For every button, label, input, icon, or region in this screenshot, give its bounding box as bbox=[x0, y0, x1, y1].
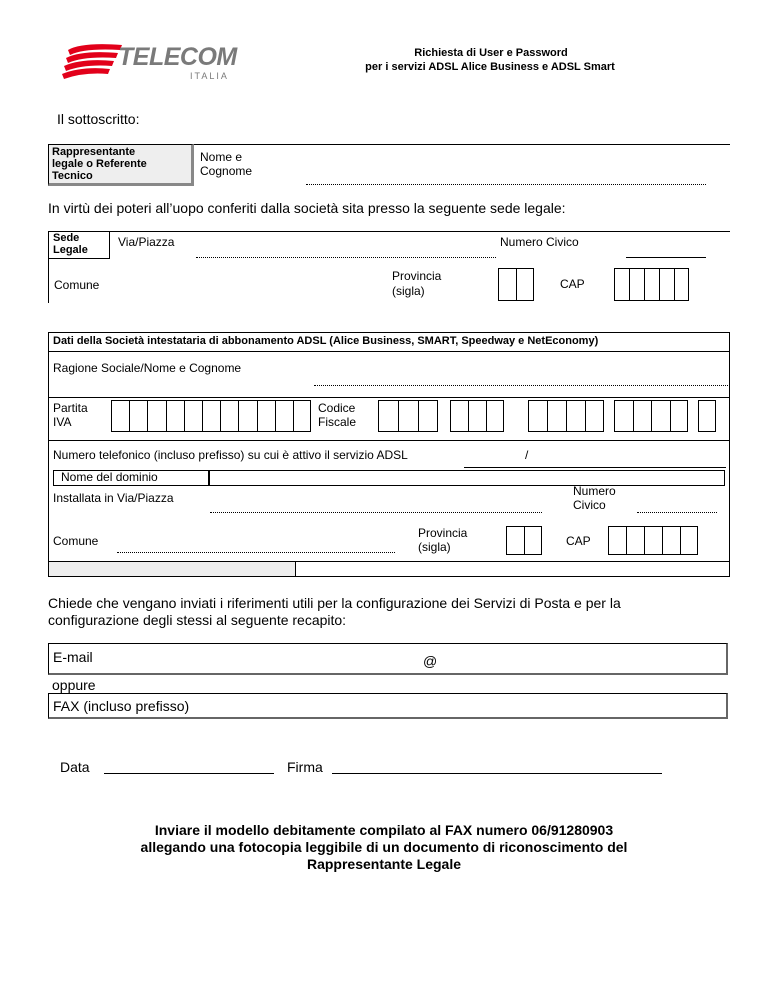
telecom-logo bbox=[62, 40, 237, 86]
piva-label-line2: IVA bbox=[53, 415, 72, 429]
rep-label-line3: Tecnico bbox=[52, 170, 93, 182]
rep-label-line1: Rappresentante bbox=[52, 146, 136, 158]
install-provincia-cells[interactable] bbox=[506, 526, 542, 555]
piva-label-line1: Partita bbox=[53, 401, 88, 415]
sede-civico-label: Numero Civico bbox=[500, 235, 579, 249]
piva-divider bbox=[48, 440, 730, 441]
rep-name-label-line1: Nome e bbox=[200, 150, 243, 164]
or-label: oppure bbox=[52, 677, 96, 693]
sede-cap-label: CAP bbox=[560, 277, 585, 291]
sede-civico-field[interactable] bbox=[626, 257, 706, 258]
install-cap-label: CAP bbox=[566, 534, 591, 548]
cf-cells-date[interactable] bbox=[528, 400, 604, 432]
email-field[interactable] bbox=[48, 643, 728, 675]
doc-title-line1: Richiesta di User e Password bbox=[414, 47, 568, 59]
email-label: E-mail bbox=[53, 649, 93, 665]
cf-label-line2: Fiscale bbox=[318, 415, 357, 429]
fax-field[interactable] bbox=[48, 693, 728, 719]
ragione-label: Ragione Sociale/Nome e Cognome bbox=[53, 361, 242, 375]
install-civico-line1: Numero bbox=[573, 484, 616, 498]
request-text-line2: configurazione degli stessi al seguente recapito: bbox=[48, 612, 347, 628]
ragione-divider bbox=[48, 397, 730, 398]
sede-via-field[interactable] bbox=[196, 257, 496, 258]
install-comune-field[interactable] bbox=[117, 552, 395, 553]
footer-line2: allegando una fotocopia leggibile di un documento di riconoscimento del bbox=[140, 839, 628, 855]
install-civico-line2: Civico bbox=[573, 498, 606, 512]
rep-label-line2: legale o Referente bbox=[52, 158, 147, 170]
phone-separator: / bbox=[525, 448, 529, 462]
company-bottom-shaded-cell bbox=[49, 562, 296, 576]
sede-comune-label: Comune bbox=[54, 278, 100, 292]
install-cap-cells[interactable] bbox=[608, 526, 698, 555]
fax-label: FAX (incluso prefisso) bbox=[53, 698, 190, 714]
sede-provincia-cells[interactable] bbox=[498, 268, 534, 301]
sede-provincia-line1: Provincia bbox=[392, 269, 442, 283]
doc-title-line2: per i servizi ADSL Alice Business e ADSL Smart bbox=[365, 61, 615, 73]
rep-label-box bbox=[48, 144, 194, 186]
cf-cells-name[interactable] bbox=[450, 400, 504, 432]
cf-cells-check[interactable] bbox=[698, 400, 716, 432]
intro-text: Il sottoscritto: bbox=[57, 111, 140, 127]
sede-label-line1: Sede bbox=[53, 232, 80, 244]
sede-label-box bbox=[48, 231, 110, 259]
footer-line3: Rappresentante Legale bbox=[306, 856, 462, 872]
install-provincia-line2: (sigla) bbox=[418, 540, 451, 554]
cf-cells-place[interactable] bbox=[614, 400, 688, 432]
rep-name-label-line2: Cognome bbox=[200, 164, 253, 178]
install-civico-field[interactable] bbox=[637, 512, 717, 513]
sign-field[interactable] bbox=[332, 773, 662, 774]
rep-name-field[interactable] bbox=[306, 184, 706, 185]
date-label: Data bbox=[60, 759, 90, 775]
sede-label-line2: Legale bbox=[53, 244, 88, 256]
virtue-text: In virtù dei poteri all’uopo conferiti dalla società sita presso la seguente sede legale: bbox=[48, 200, 566, 216]
sign-label: Firma bbox=[287, 759, 323, 775]
domain-label-box bbox=[53, 470, 209, 486]
install-comune-label: Comune bbox=[53, 534, 99, 548]
install-label: Installata in Via/Piazza bbox=[53, 491, 174, 505]
brand-name: TELECOM bbox=[118, 43, 237, 71]
request-text-line1: Chiede che vengano inviati i riferimenti utili per la configurazione dei Servizi di Posta e per la bbox=[48, 595, 621, 611]
footer-line1: Inviare il modello debitamente compilato al FAX numero 06/91280903 bbox=[154, 822, 614, 838]
rep-field-frame bbox=[194, 144, 730, 145]
install-via-field[interactable] bbox=[210, 512, 542, 513]
email-at-sign: @ bbox=[423, 653, 438, 669]
piva-cells[interactable] bbox=[111, 400, 311, 432]
domain-field[interactable] bbox=[209, 470, 725, 486]
sede-provincia-line2: (sigla) bbox=[392, 284, 425, 298]
sede-cap-cells[interactable] bbox=[614, 268, 689, 301]
company-section-title: Dati della Società intestataria di abbonamento ADSL (Alice Business, SMART, Speedway e NetEconomy) bbox=[53, 335, 599, 347]
ragione-field[interactable] bbox=[314, 385, 728, 386]
sede-via-label: Via/Piazza bbox=[118, 235, 175, 249]
brand-sub: ITALIA bbox=[190, 71, 229, 81]
phone-field[interactable] bbox=[464, 467, 726, 468]
phone-label: Numero telefonico (incluso prefisso) su cui è attivo il servizio ADSL bbox=[53, 448, 408, 462]
cf-cells-surname[interactable] bbox=[378, 400, 438, 432]
domain-label: Nome del dominio bbox=[61, 470, 158, 484]
install-provincia-line1: Provincia bbox=[418, 526, 468, 540]
cf-label-line1: Codice bbox=[318, 401, 356, 415]
date-field[interactable] bbox=[104, 773, 274, 774]
